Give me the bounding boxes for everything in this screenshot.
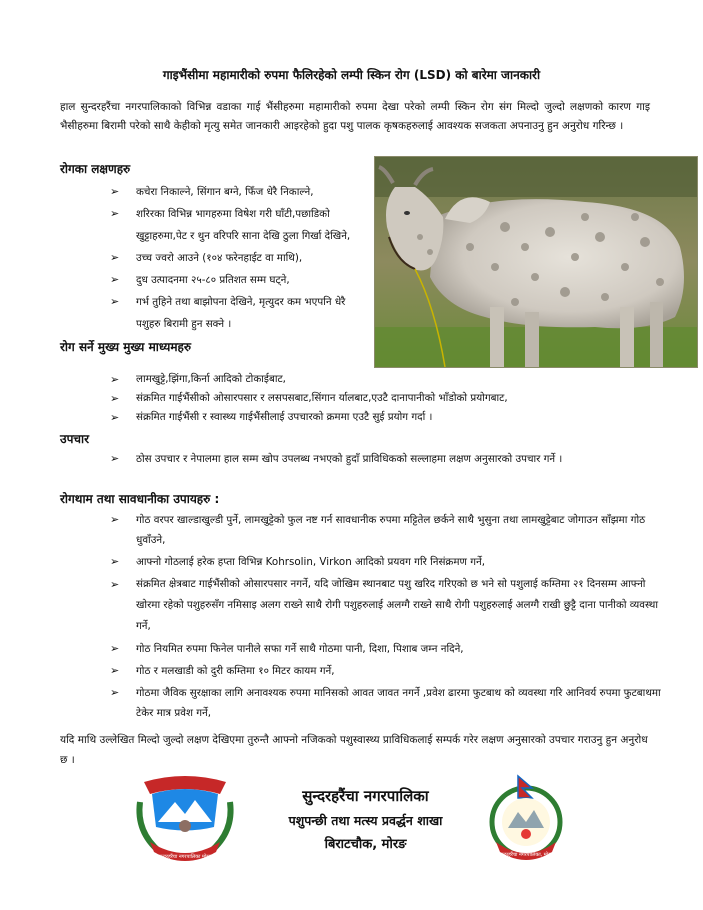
- list-item: ➢ ठोस उपचार र नेपालमा हाल सम्म खोप उपलब्ध नभएको हुदाँ प्राविधिकको सल्लाहमा लक्षण अनुसारको उपचार गर्ने ।: [110, 450, 670, 468]
- list-item: ➢ गोठ र मलखाडी को दुरी कम्तिमा १० मिटर कायम गर्ने,: [110, 661, 670, 681]
- list-item: ➢ दुध उत्पादनमा २५-८० प्रतिशत सम्म घट्ने,: [110, 269, 372, 291]
- list-item: ➢ गर्भ तुहिने तथा बाझोपना देखिने, मृत्युदर कम भएपनि धेरै पशुहरु बिरामी हुन सक्ने ।: [110, 291, 372, 335]
- municipality-logo: [130, 772, 240, 862]
- list-item: ➢ संक्रमित गाईभैंसीको ओसारपसार र लसपसबाट,सिंगान र्यालबाट,एउटै दानापानीको भाँडोको प्रयोगबाट,: [110, 389, 670, 408]
- arrow-bullet-icon: ➢: [110, 642, 120, 655]
- prevention-heading: रोगथाम तथा सावधानीका उपायहरु :: [60, 492, 220, 506]
- list-item: ➢ गोठमा जैविक सुरक्षाका लागि अनावश्यक रुपमा मानिसको आवत जावत नगर्ने ,प्रवेश ढारमा फुटबाथ को व्यवस्था गरि आनिवर्य रुपमा फुटबाथमा टेकेर मात्र प्रवेश गर्ने,: [110, 683, 670, 723]
- arrow-bullet-icon: ➢: [110, 411, 120, 424]
- list-item: ➢ उच्च ज्वरो आउने (१०४ फरेनहाईट वा माथि),: [110, 247, 372, 269]
- symptoms-list: [110, 181, 372, 335]
- list-item: ➢ गोठ नियमित रुपमा फिनेल पानीले सफा गर्ने साथै गोठमा पानी, दिशा, पिशाब जम्न नदिने,: [110, 639, 670, 659]
- arrow-bullet-icon: ➢: [110, 578, 120, 591]
- arrow-bullet-icon: ➢: [110, 185, 120, 198]
- closing-paragraph: यदि माथि उल्लेखित मिल्दो जुल्दो लक्षण देखिएमा तुरुन्तै आफ्नो नजिकको पशुस्वास्थ्य प्राविधिकलाई सम्पर्क गरेर लक्षण अनुसारको उपचार गराउनु हुन अनुरोध छ ।: [60, 734, 648, 766]
- arrow-bullet-icon: ➢: [110, 513, 120, 526]
- arrow-bullet-icon: ➢: [110, 207, 120, 220]
- list-item: ➢ लामखुट्टे,झिंगा,किर्ना आदिको टोकाईबाट,: [110, 370, 670, 389]
- transmission-heading: रोग सर्ने मुख्य मुख्य माध्यमहरु: [60, 340, 192, 354]
- treatment-heading: उपचार: [60, 432, 90, 446]
- arrow-bullet-icon: ➢: [110, 295, 120, 308]
- arrow-bullet-icon: ➢: [110, 392, 120, 405]
- symptoms-heading: रोगका लक्षणहरु: [60, 162, 131, 176]
- list-item: ➢ गोठ वरपर खाल्डाखुल्डी पुर्ने, लामखुट्टेको फुल नष्ट गर्न सावधानीक रुपमा मट्टितेल छर्कने साथै भुसुना तथा लामखुट्टेबाट जोगाउन साँझमा गोठ धुवाँउने,: [110, 510, 670, 550]
- arrow-bullet-icon: ➢: [110, 686, 120, 699]
- page-title: गाइभैंसीमा महामारीको रुपमा फैलिरहेको लम्पी स्किन रोग (LSD) को बारेमा जानकारी: [162, 68, 541, 82]
- list-item: ➢ आफ्नो गोठलाई हरेक हप्ता विभिन्न Kohrsolin, Virkon आदिको प्रयवग गरि निसंक्रमण गर्ने,: [110, 552, 670, 572]
- arrow-bullet-icon: ➢: [110, 373, 120, 386]
- svg-text:सुन्दरहरैंचा नगरपालिका, मोरङ: सुन्दरहरैंचा नगरपालिका, मोरङ: [498, 852, 554, 858]
- transmission-list: [110, 370, 670, 427]
- cow-photo: [374, 156, 698, 368]
- list-item: ➢ शरिरका विभिन्न भागहरुमा विषेश गरी घाँटी,पछाडिको खुट्टाहरुमा,पेट र थुन वरिपरि साना देखि ठुला गिर्खा देखिने,: [110, 203, 372, 247]
- org-address: बिराटचौक, मोरङ: [324, 837, 407, 852]
- treatment-list: [110, 450, 670, 468]
- org-branch: पशुपन्छी तथा मत्स्य प्रवर्द्धन शाखा: [288, 813, 443, 828]
- org-name: सुन्दरहरैंचा नगरपालिका: [302, 787, 429, 805]
- arrow-bullet-icon: ➢: [110, 555, 120, 568]
- organization-block: [253, 783, 478, 857]
- arrow-bullet-icon: ➢: [110, 452, 120, 465]
- arrow-bullet-icon: ➢: [110, 251, 120, 264]
- arrow-bullet-icon: ➢: [110, 273, 120, 286]
- list-item: ➢ कचेरा निकाल्ने, सिंगान बग्ने, फिँज धेरै निकाल्ने,: [110, 181, 372, 203]
- list-item: ➢ संक्रमित गाईभैंसी र स्वास्थ्य गाईभैंसीलाई उपचारको क्रममा एउटै सुई प्रयोग गर्दा ।: [110, 408, 670, 427]
- arrow-bullet-icon: ➢: [110, 664, 120, 677]
- prevention-list: [110, 510, 670, 723]
- list-item: ➢ संक्रमित क्षेत्रबाट गाईभैंसीको ओसारपसार नगर्ने, यदि जोखिम स्थानबाट पशु खरिद गरिएको छ भने सो पशुलाई कम्तिमा २१ दिनसम्म आफ्नो खोरमा रहेको पशुहरुसँग नमिसाइ अलग राख्ने साथै रोगी पशुहरुलाई अलग्गै राख्ने साथै रोगी पशुहरुलाई अलग्गै राखी छुट्टै दाना पानीको व्यवस्था गर्ने,: [110, 574, 670, 637]
- intro-paragraph: हाल सुन्दरहरैंचा नगरपालिकाको विभिन्न वडाका गाई भैंसीहरुमा महामारीको रुपमा देखा परेको लम्पी स्किन रोग संग मिल्दो जुल्दो लक्षणको कारण गाइ भैसीहरुमा बिरामी परेको साथै केहीको मृत्यु समेत जानकारी आइरहेको हुदा पशु पालक कृषकहरुलाई आवश्यक सजकता अपनाउनु हुन अनुरोध गरिन्छ ।: [60, 101, 650, 132]
- svg-text:सुन्दरहरैंचा नगरपालिका मोरङ: सुन्दरहरैंचा नगरपालिका मोरङ: [158, 854, 212, 860]
- municipality-seal: [486, 772, 566, 860]
